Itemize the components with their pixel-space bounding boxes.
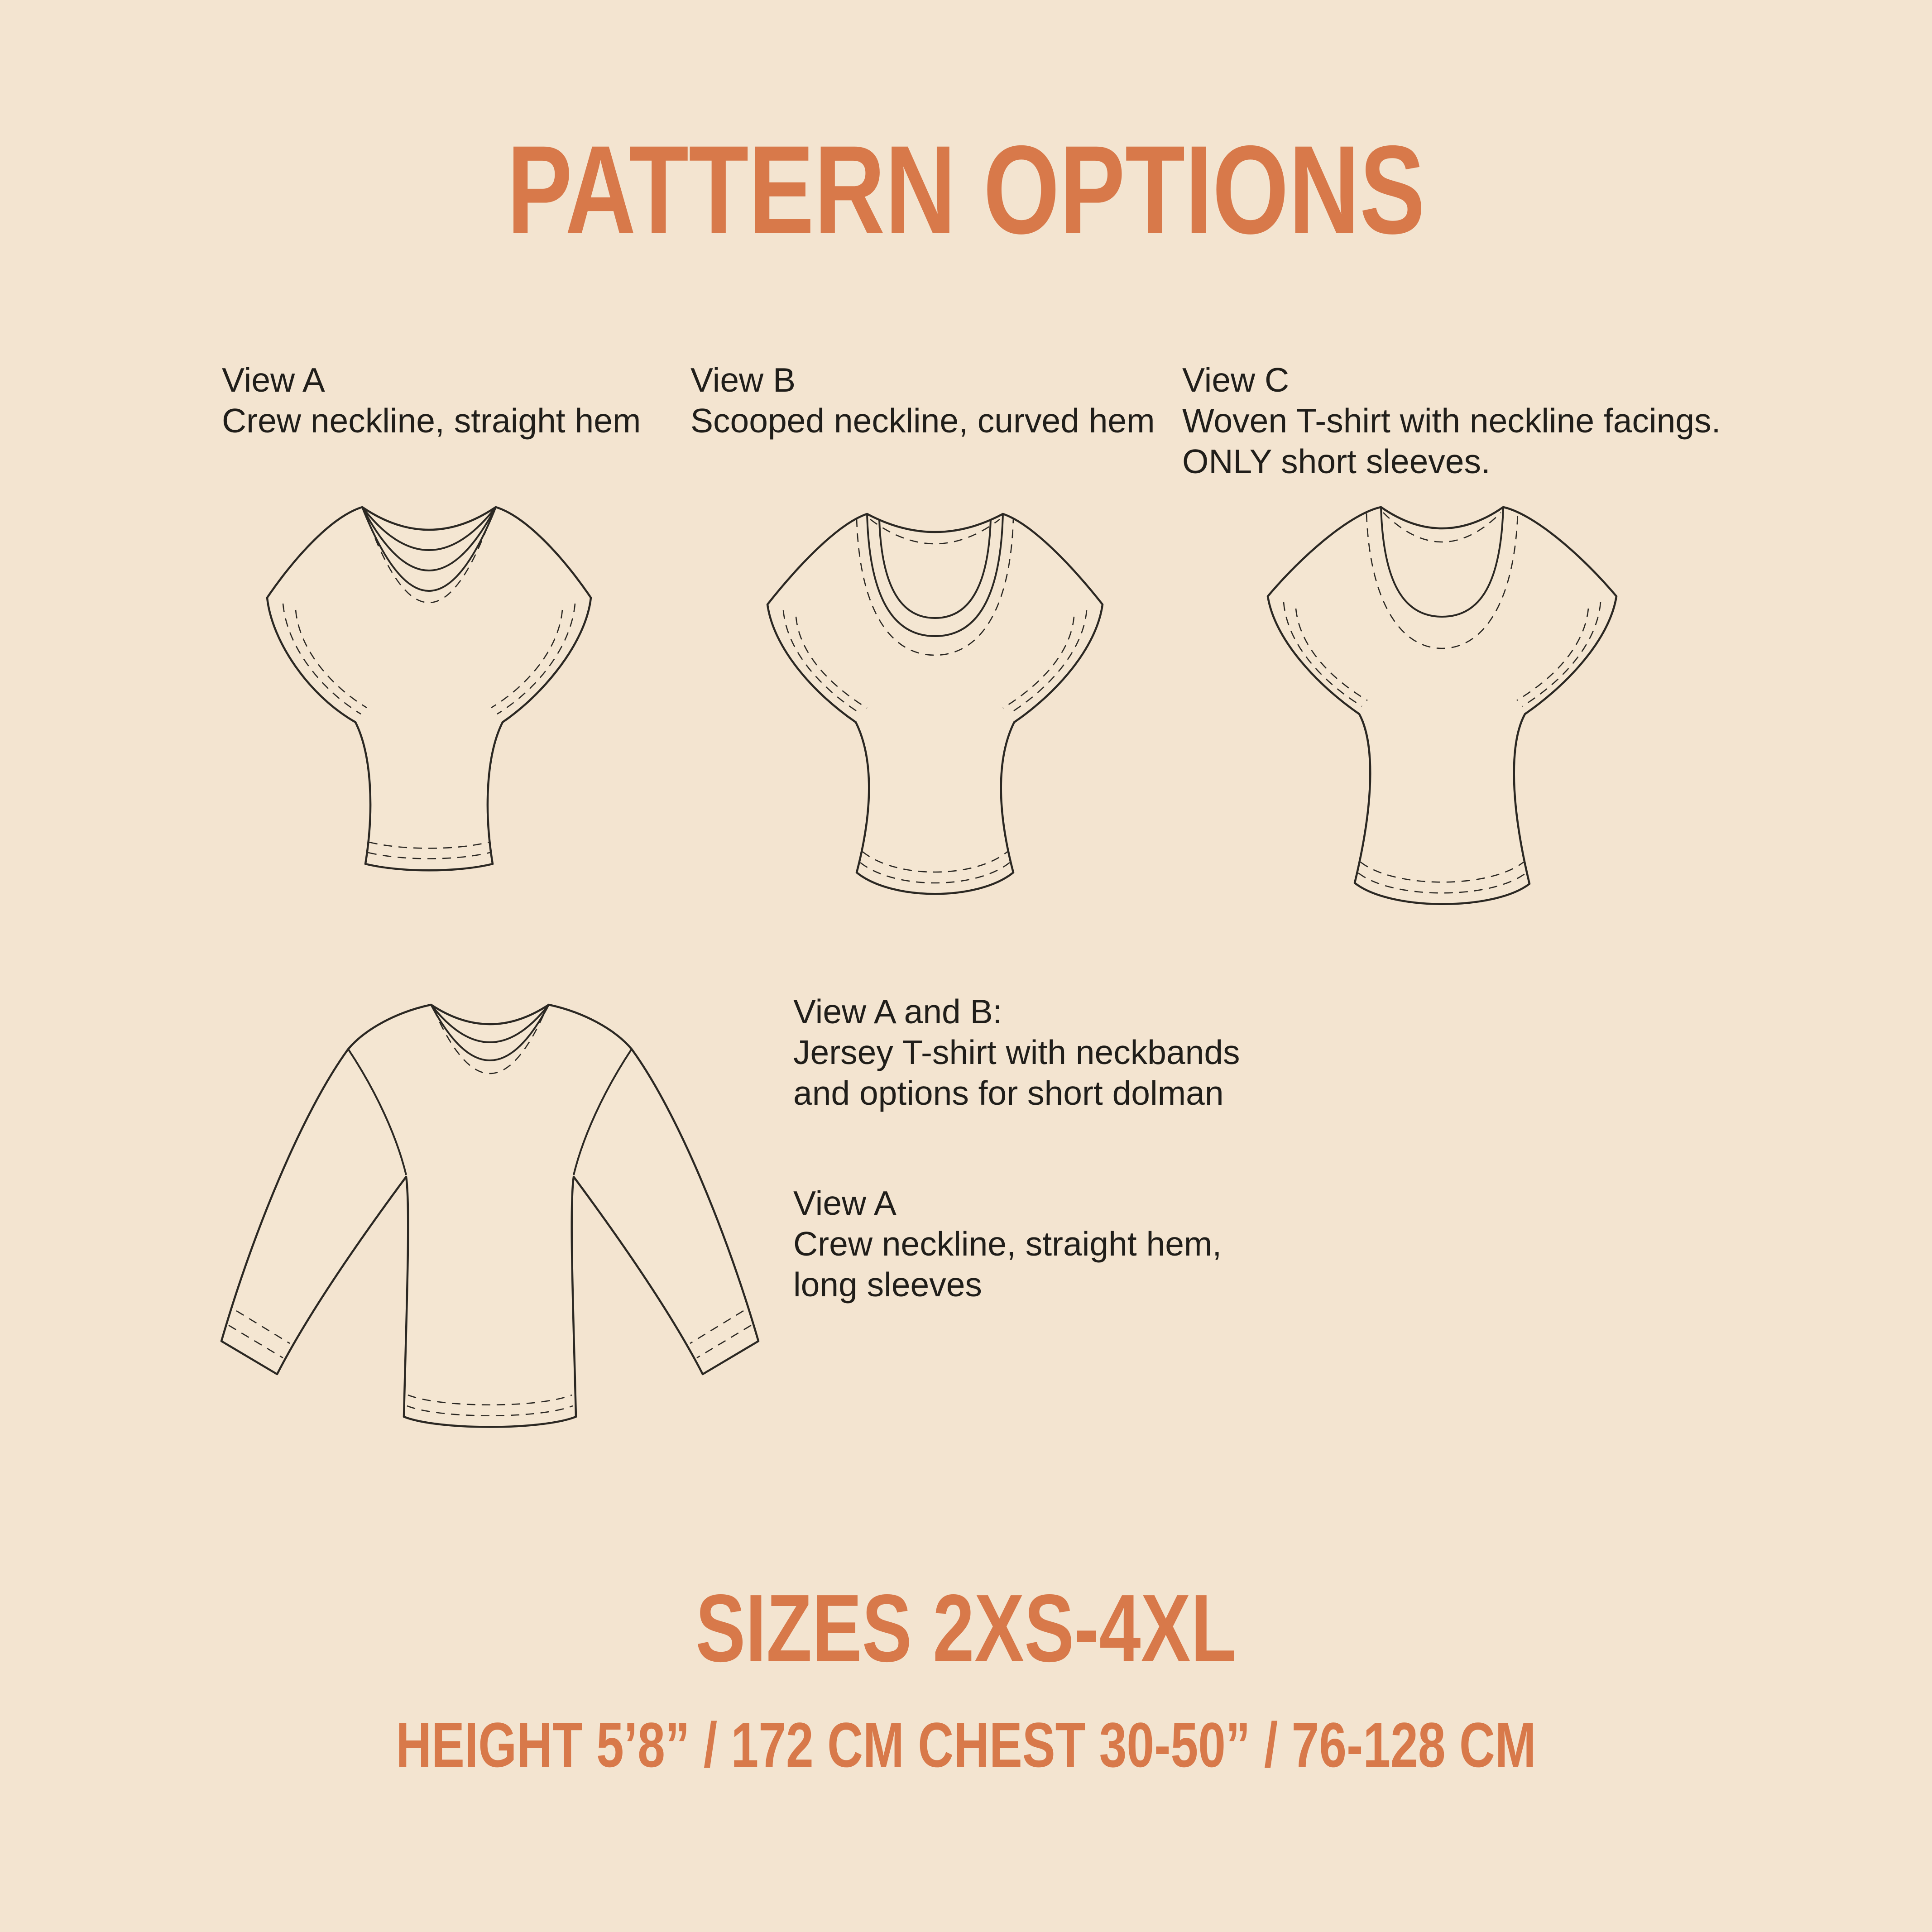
tshirt-view-a-illustration (229, 482, 629, 890)
views-ab-line1: Jersey T-shirt with neckbands (793, 1033, 1240, 1071)
tshirt-view-b-illustration (733, 487, 1136, 915)
view-a-long-label: View A (793, 1184, 896, 1222)
tshirt-view-c-drawing (1241, 485, 1644, 949)
tshirt-view-c-illustration (1241, 485, 1644, 949)
views-ab-label: View A and B: (793, 992, 1002, 1031)
views-ab-line2: and options for short dolman (793, 1074, 1224, 1112)
view-c-label: View C (1182, 361, 1290, 399)
view-a-label: View A (222, 361, 325, 399)
view-c-annotation (1182, 360, 1721, 482)
view-a-long-line2: long sleeves (793, 1266, 982, 1304)
view-a-long-annotation (793, 1183, 1222, 1305)
tshirt-view-a-long-sleeve-illustration (216, 981, 764, 1450)
view-b-label: View B (690, 361, 796, 399)
view-c-description-line2: ONLY short sleeves. (1182, 442, 1491, 480)
view-a-annotation (222, 360, 641, 441)
page-title: PATTERN OPTIONS (507, 119, 1425, 260)
view-b-description: Scooped neckline, curved hem (690, 402, 1155, 440)
tshirt-view-a-long-sleeve-drawing (216, 981, 764, 1450)
tshirt-view-a-drawing (229, 482, 629, 890)
tshirt-view-b-drawing (733, 487, 1136, 915)
view-a-long-line1: Crew neckline, straight hem, (793, 1225, 1222, 1263)
view-a-description: Crew neckline, straight hem (222, 402, 641, 440)
view-c-description-line1: Woven T-shirt with neckline facings. (1182, 402, 1721, 440)
view-b-annotation (690, 360, 1155, 441)
sizes-heading: SIZES 2XS-4XL (695, 1574, 1237, 1682)
views-ab-annotation (793, 991, 1240, 1113)
measurements-text: HEIGHT 5’8” / 172 CM CHEST 30-50” / 76-128 CM (396, 1709, 1536, 1780)
